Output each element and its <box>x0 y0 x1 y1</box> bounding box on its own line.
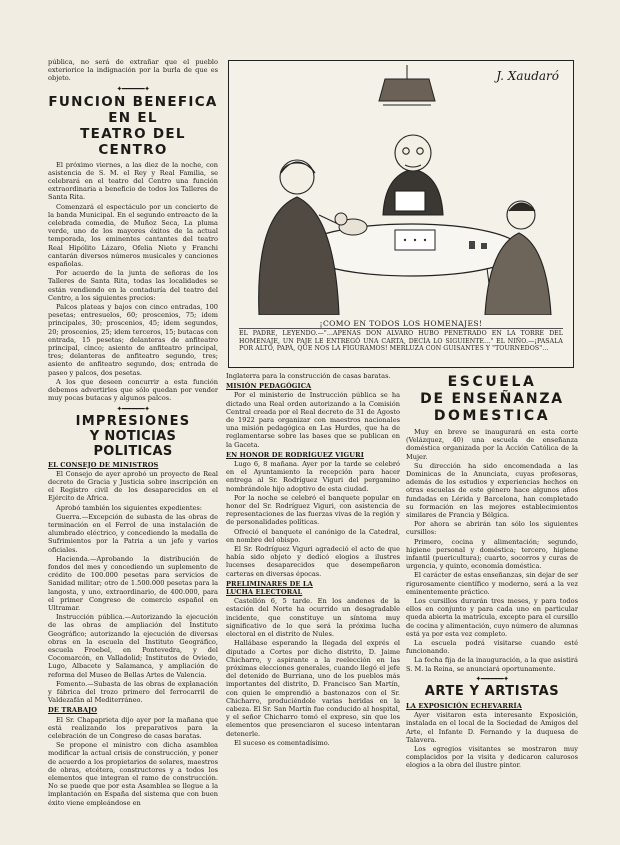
caption-divider <box>239 328 563 329</box>
article-paragraph: Lugo 6, 8 mañana. Ayer por la tarde se celebró en el Ayuntamiento la recepción para hacer entrega al Sr. Rodríguez Viguri del pergamino nombrándole hijo adoptivo de esta ciudad. <box>226 460 400 493</box>
article-paragraph: Primero, cocina y alimentación; segundo, higiene personal y doméstica; tercero, higiene infantil (puericultura); cuarto, socorros y curas de urgencia, y quinto, economía doméstica. <box>406 537 578 571</box>
article-paragraph: Ayer visitaron esta interesante Exposición, instalada en el local de la Sociedad de Amigos del Arte, el Infante D. Fernando y la duquesa de Talavera. <box>406 711 578 744</box>
ornament-divider: ✦━━━━━━✦ <box>116 404 150 413</box>
article-paragraph: Su dirección ha sido encomendada a las Dominicas de la Anunciata, cuyas profesoras, además de los estudios y experiencias hechos en otras escuelas de este género hace algunos años fundadas en Lérida y Barcelona, han completado su formación en las mejores establecimientos similares de Francia y Bélgica. <box>406 461 578 520</box>
escuela-heading <box>406 374 578 425</box>
article-paragraph: Por ahora se abrirán tan sólo los siguientes cursillos: <box>406 520 578 537</box>
article-paragraph: La escuela podrá visitarse cuando esté funcionando. <box>406 639 578 656</box>
article-paragraph: Comenzará el espectáculo por un concierto de la banda Municipal. En el segundo entreacto de la celebrada comedia, de Muñoz Seca, La pluma verde, uno de los mayores éxitos de la actual temporada, los eminentes cantantes del teatro Real Hipólito Lázaro, Ofelia Nieto y Franchi cantarán diversos números musicales y canciones españolas. <box>48 202 218 269</box>
section-subheading: MISIÓN PEDAGÓGICA <box>226 382 312 391</box>
headline-line-2: DE ENSEÑANZA <box>420 391 564 407</box>
section-subheading: EL CONSEJO DE MINISTROS <box>48 460 159 469</box>
article-paragraph: Guerra.—Excepción de subasta de las obras de terminación en el Ferrol de una instalación de alumbrado eléctrico, y concediendo la medalla de Sufrimientos por la Patria a un jefe y varios oficiales. <box>48 512 218 554</box>
section-subheading: DE TRABAJO <box>48 706 98 715</box>
headline-line-3: DOMESTICA <box>433 408 551 424</box>
article-paragraph: El Consejo de ayer aprobó un proyecto de Real decreto de Gracia y Justicia sobre inscripción en el Registro civil de los desaparecidos en el Ejército de Africa. <box>48 469 218 503</box>
article-paragraph: El carácter de estas enseñanzas, sin dejar de ser rigurosamente científico y moderno, será a la vez eminentemente práctico. <box>406 571 578 596</box>
column-middle <box>226 372 400 838</box>
cartoon-illustration <box>228 60 574 368</box>
article-paragraph: Instrucción pública.—Autorizando la ejecución de las obras de ampliación del Instituto Geográfico; autorizando la ejecución de diversas obras en la escuela del Instituto Geográfico, escuela Froebel, en Pontevedra, y del Cocomarcón, en Valladolid; Institutos de Oviedo, Lugo, Albacete y Salamanca, y ampliación de reforma del Museo de Bellas Artes de Valencia. <box>48 613 218 679</box>
headline-line-3: TEATRO DEL CENTRO <box>80 125 186 158</box>
ornament-divider: ✦━━━━━━✦ <box>475 674 509 683</box>
cartoon-caption: EL PADRE, LEYENDO.—"...APENAS DON ALVARO HUBO PENETRADO EN LA TORRE DEL HOMENAJE, UN PAJE LE ENTREGÓ UNA CARTA, DECÍA LO SIGUIENTE..." EL NIÑO.—¡PASALA POR ALTO, PAPÁ, QUE NOS LA FIGURAMOS! MERLUZA CON GUISANTES Y "TOURNEDOS"... <box>239 330 563 353</box>
article-paragraph: Por la noche se celebró el banquete popular en honor del Sr. Rodríguez Viguri, con asistencia de representaciones de las fuerzas vivas de la región y de personalidades políticas. <box>226 493 400 527</box>
cartoon-drawing <box>235 65 567 315</box>
article-paragraph: El próximo viernes, a las diez de la noche, con asistencia de S. M. el Rey y Real Familia, se celebrará en el teatro del Centro una función extraordinaria a beneficio de todos los Talleres de Santa Rita. <box>48 160 218 202</box>
column-left <box>48 58 218 840</box>
article-paragraph: Hacienda.—Aprobando la distribución de fondos del mes y concediendo un suplemento de crédito de 100.000 pesetas para servicios de Sanidad militar; otro de 1.500.000 pesetas para la langosta, y uno, extraordinario, de 400.000, para el primer Congreso de comercio español en Ultramar. <box>48 554 218 612</box>
article-paragraph: Por acuerdo de la junta de señoras de los Talleres de Santa Rita, todas las localidades se están vendiendo en la contaduría del teatro del Centro, a los siguientes precios: <box>48 269 218 302</box>
hanging-lamp <box>379 65 435 105</box>
section-subheading: PRELIMINARES DE LA <box>226 579 313 588</box>
article-paragraph: Hallábase esperando la llegada del exprés el diputado a Cortes por dicho distrito, D. Jaime Chicharro, y aspirante a la reelección en las próximas elecciones generales, cuando llegó el jefe del detenido de Burriana, uno de los pueblos más importantes del distrito, D. Francisco San Martín, con quien le emprendió a bastonazos con el Sr. Chicharro, produciéndole varias heridas en la cabeza. El Sr. San Martín fue conducido al hospital, y el señor Chicharro tomó el expreso, sin que los elementos que presenciaron el suceso intentaran detenerle. <box>226 639 400 738</box>
article-paragraph: Castellón 6, 5 tarde. En los andenes de la estación del Norte ha ocurrido un desagradable incidente, que constituye un síntoma muy significativo de lo que será la próxima lucha electoral en el distrito de Nules. <box>226 597 400 639</box>
article-paragraph: Los egregios visitantes se mostraron muy complacidos por la visita y dedicaron calurosos elogios a la obra del ilustre pintor. <box>406 744 578 770</box>
article-paragraph: Por el ministerio de Instrucción pública se ha dictado una Real orden autorizando a la Comisión Central creada por el Real decreto de 31 de Agosto de 1922 para organizar con maestros nacionales una misión pedagógica en Las Hurdes, que ha de reglamentarse sobre las bases que se publican en la Gaceta. <box>226 391 400 449</box>
headline-line-1: IMPRESIONES <box>75 413 191 429</box>
article-paragraph: Palcos plateas y bajos con cinco entradas, 100 pesetas; entresuelos, 60; proscenios, 75; idem principales, 30; proscenios, 45; idem segundos, 20; proscenios, 25; idem terceros, 15; butacas con entrada, 15 pesetas; delanteras de anfiteatro principal, cinco; asiento de anfiteatro principal, tres; delanteras de anfiteatro segundo, tres; asiento de anfiteatro segundo, dos; entrada de paseo y palcos, dos pesetas. <box>48 303 218 377</box>
ornament-divider: ✦━━━━━━✦ <box>116 84 150 93</box>
article-paragraph: El Sr. Rodríguez Viguri agradeció el acto de que había sido objeto y dedicó elogios a ilustres lucenses desaparecidos que desempeñaron carteras en diversas épocas. <box>226 545 400 578</box>
article-paragraph: El suceso es comentadísimo. <box>234 738 330 747</box>
section-subheading: EN HONOR DE RODRÍGUEZ VIGURI <box>226 450 364 459</box>
article-paragraph: La fecha fija de la inauguración, a la que asistirá S. M. la Reina, se anunciará oportunamente. <box>406 656 578 673</box>
funcion-benefica-heading <box>48 94 218 158</box>
article-paragraph: Ofreció el banquete el canónigo de la Catedral, en nombre del obispo. <box>226 527 400 544</box>
section-subheading: LA EXPOSICIÓN ECHEVARRÍA <box>406 701 522 710</box>
article-paragraph: Los cursillos durarán tres meses, y para todos ellos en conjunto y para cada uno en particular queda abierta la matrícula, excepto para el cursillo de cocina y alimentación, cuyo número de alumnas está ya por esta vez completo. <box>406 597 578 638</box>
article-paragraph: Inglaterra para la construcción de casas baratas. <box>226 372 391 380</box>
article-paragraph: El Sr. Chapaprieta dijo ayer por la mañana que está realizando los preparativos para la celebración de un Congreso de casas baratas. <box>48 715 218 740</box>
section-subheading: LUCHA ELECTORAL <box>226 588 303 597</box>
impresiones-heading <box>48 414 218 459</box>
article-paragraph: Fomento.—Subasta de las obras de explanación y fábrica del trozo primero del ferrocarril de Valdezafán al Mediterráneo. <box>48 679 218 705</box>
headline-line-2: EN EL <box>108 109 158 126</box>
headline-line-1: FUNCION BENEFICA <box>48 93 218 110</box>
headline-line-2: Y NOTICIAS POLITICAS <box>89 428 177 459</box>
intro-paragraph: pública, no será de extrañar que el pueblo exteriorice la indignación por la burla de que es objeto. <box>48 58 218 83</box>
artist-signature: J. Xaudaró <box>496 69 559 83</box>
cartoon-title: ¡COMO EN TODOS LOS HOMENAJES! <box>319 319 483 328</box>
column-right <box>406 372 578 838</box>
arte-heading: ARTE Y ARTISTAS <box>424 683 560 699</box>
headline-line-1: ESCUELA <box>447 374 537 390</box>
article-paragraph: Se propone el ministro con dicha asamblea modificar la actual crisis de construcción, y poner de acuerdo a los propietarios de solares, maestros de obras, etcétera, constructores y a todos los elementos que integran el ramo de construcción. No se puede que por esta Asamblea se llegue a la implantación en España del sistema que con buen éxito viene empleándose en <box>48 741 218 807</box>
article-paragraph: Muy en breve se inaugurará en esta corte (Velázquez, 40) una escuela de enseñanza doméstica organizada por la Acción Católica de la Mujer. <box>406 428 578 461</box>
article-paragraph: Aprobó también los siguientes expedientes: <box>56 503 202 512</box>
father-figure <box>383 135 443 215</box>
article-paragraph: A los que deseen concurrir a esta función debemos advertirles que sólo quedan por vender muy pocas butacas y algunos palcos. <box>48 377 218 403</box>
